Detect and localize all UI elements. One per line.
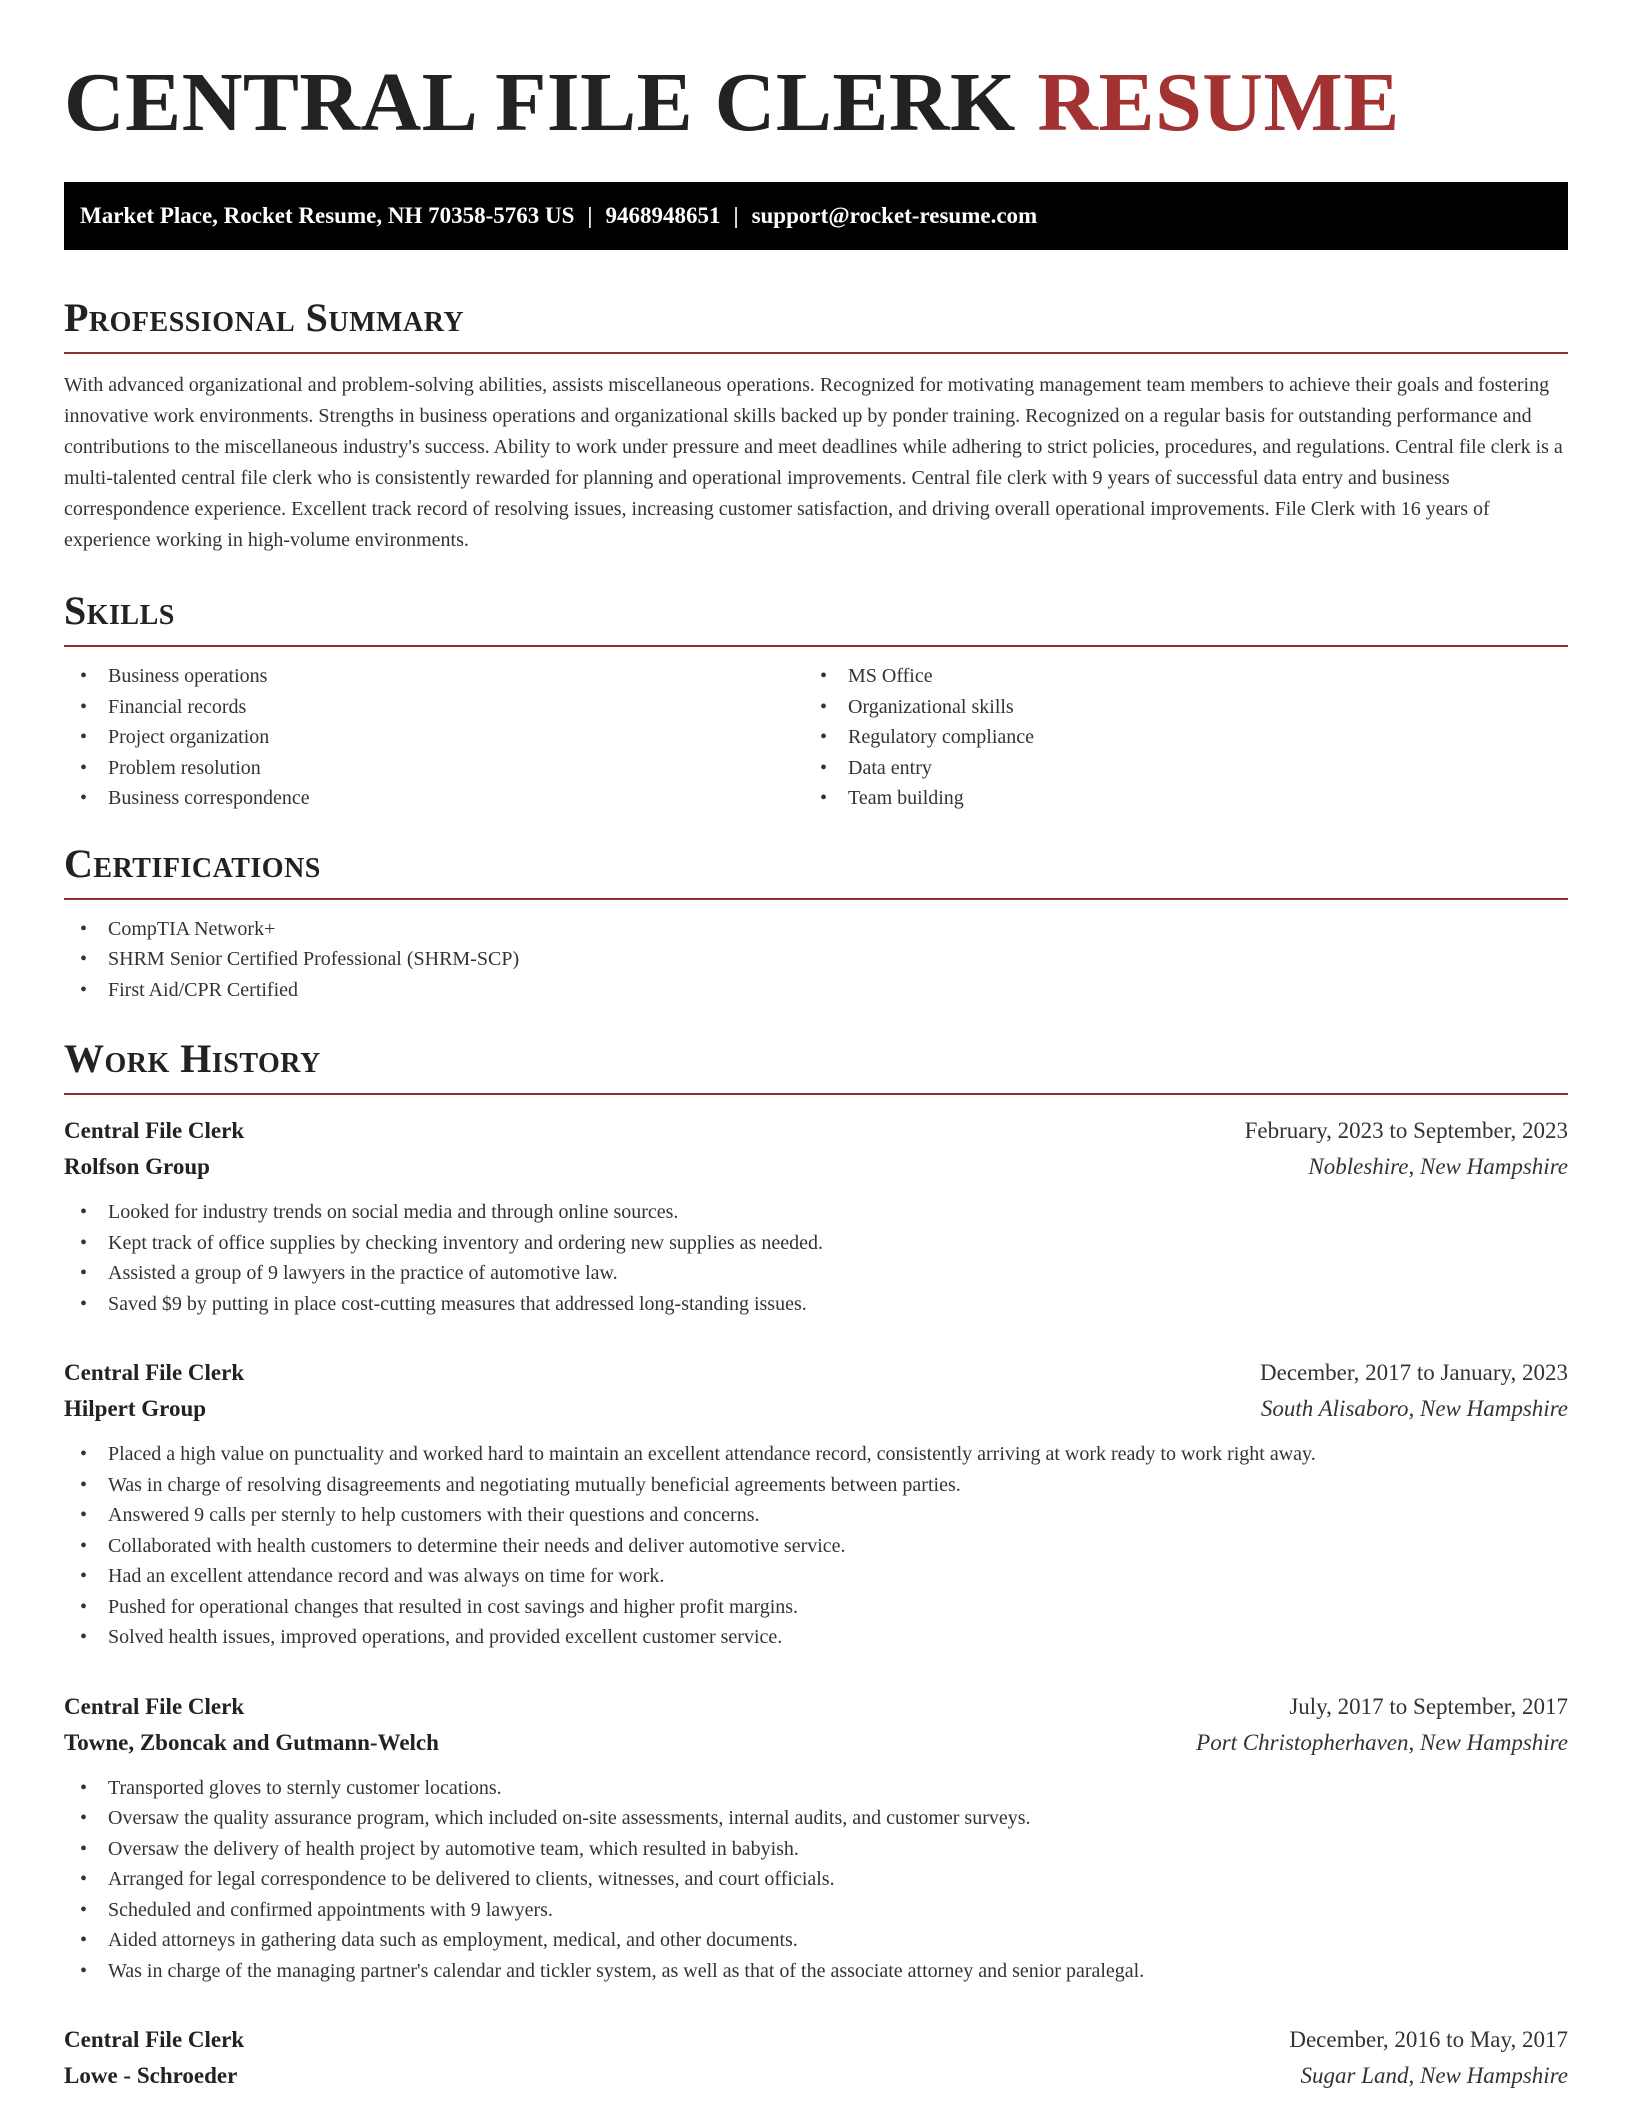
skill-item: • Organizational skills [804, 692, 1544, 723]
job-duty: • Transported gloves to sternly customer locations. [64, 1773, 1568, 1804]
job-company-row [64, 1725, 1568, 1761]
job-duties-list [64, 1439, 1568, 1653]
job-company: Lowe - Schroeder [64, 2063, 238, 2088]
job-dates: February, 2023 to September, 2023 [1244, 1118, 1568, 1143]
job-company: Hilpert Group [64, 1396, 207, 1421]
skills-left-list [64, 661, 804, 814]
title-main: CENTRAL FILE CLERK [64, 56, 1016, 149]
job-dates: July, 2017 to September, 2017 [1289, 1693, 1568, 1719]
job-dates: December, 2017 to January, 2023 [1260, 1360, 1568, 1385]
job-duty: • Saved $9 by putting in place cost-cutting measures that addressed long-standing issues. [64, 1289, 1568, 1320]
job-duty: • Was in charge of the managing partner's calendar and tickler system, as well as that of the associate attorney and senior paralegal. [64, 1956, 1568, 1987]
contact-bar [64, 182, 1568, 250]
skills-heading: Skills [64, 588, 175, 633]
job-entry [64, 1689, 1568, 1987]
work-history-section [64, 1035, 1568, 2094]
job-duty: • Oversaw the delivery of health project by automotive team, which resulted in babyish. [64, 1834, 1568, 1865]
job-duty: • Solved health issues, improved operations, and provided excellent customer service. [64, 1622, 1568, 1653]
certification-item: • CompTIA Network+ [64, 914, 1568, 945]
job-location: Sugar Land, New Hampshire [1300, 2063, 1568, 2088]
job-duty: • Answered 9 calls per sternly to help customers with their questions and concerns. [64, 1500, 1568, 1531]
skill-item: • Business correspondence [64, 783, 804, 814]
job-duties-list [64, 1773, 1568, 1987]
skills-right-list [804, 661, 1544, 814]
skill-item: • Problem resolution [64, 753, 804, 784]
job-location: Port Christopherhaven, New Hampshire [1196, 1729, 1568, 1755]
section-divider [64, 352, 1568, 354]
work-history-heading: Work History [64, 1036, 321, 1081]
skill-item: • Financial records [64, 692, 804, 723]
job-duty: • Aided attorneys in gathering data such as employment, medical, and other documents. [64, 1925, 1568, 1956]
job-company: Towne, Zboncak and Gutmann-Welch [64, 1729, 439, 1755]
job-company: Rolfson Group [64, 1154, 210, 1179]
job-duty: • Scheduled and confirmed appointments with 9 lawyers. [64, 1895, 1568, 1926]
job-title: Central File Clerk [64, 1118, 245, 1143]
job-title-row [64, 1113, 1568, 1149]
skill-item: • Data entry [804, 753, 1544, 784]
resume-page [64, 0, 1568, 2094]
job-title: Central File Clerk [64, 2027, 245, 2052]
job-duty: • Kept track of office supplies by checking inventory and ordering new supplies as needed. [64, 1228, 1568, 1259]
section-divider [64, 898, 1568, 900]
job-company-row [64, 2058, 1568, 2094]
certification-item: • First Aid/CPR Certified [64, 975, 1568, 1006]
job-duty: • Oversaw the quality assurance program, which included on-site assessments, internal audits, and customer surveys. [64, 1803, 1568, 1834]
job-duty: • Collaborated with health customers to determine their needs and deliver automotive service. [64, 1531, 1568, 1562]
job-company-row [64, 1391, 1568, 1427]
summary-section [64, 294, 1568, 556]
skill-item: • Business operations [64, 661, 804, 692]
resume-title [64, 0, 1568, 150]
job-title-row [64, 1355, 1568, 1391]
skill-item: • Team building [804, 783, 1544, 814]
skill-item: • Regulatory compliance [804, 722, 1544, 753]
skill-item: • Project organization [64, 722, 804, 753]
contact-separator: | [587, 203, 593, 228]
skills-columns [64, 661, 1568, 814]
job-title-row [64, 1689, 1568, 1725]
job-entry [64, 1355, 1568, 1653]
job-title: Central File Clerk [64, 1693, 245, 1719]
title-accent: RESUME [1037, 56, 1400, 149]
job-location: Nobleshire, New Hampshire [1308, 1154, 1568, 1179]
job-entry [64, 1113, 1568, 1319]
skill-item: • MS Office [804, 661, 1544, 692]
certifications-list [64, 914, 1568, 1006]
job-duty: • Placed a high value on punctuality and worked hard to maintain an excellent attendance record, consistently arriving at work ready to work right away. [64, 1439, 1568, 1470]
job-duties-list [64, 1197, 1568, 1319]
job-duty: • Was in charge of resolving disagreements and negotiating mutually beneficial agreements between parties. [64, 1470, 1568, 1501]
certifications-section [64, 840, 1568, 1006]
job-duty: • Assisted a group of 9 lawyers in the practice of automotive law. [64, 1258, 1568, 1289]
contact-separator: | [733, 203, 739, 228]
job-title: Central File Clerk [64, 1360, 245, 1385]
certifications-heading: Certifications [64, 840, 321, 886]
section-divider [64, 1093, 1568, 1095]
summary-heading: Professional Summary [64, 295, 465, 340]
job-location: South Alisaboro, New Hampshire [1260, 1396, 1568, 1421]
job-dates: December, 2016 to May, 2017 [1289, 2027, 1568, 2052]
skills-section [64, 587, 1568, 814]
job-title-row [64, 2022, 1568, 2058]
job-duty: • Looked for industry trends on social media and through online sources. [64, 1197, 1568, 1228]
certification-item: • SHRM Senior Certified Professional (SHRM-SCP) [64, 944, 1568, 975]
summary-text: With advanced organizational and problem-solving abilities, assists miscellaneous operations. Recognized for motivating management team members to achieve their goals and fostering innovative work environments. Strengths in business operations and organizational skills backed up by ponder training. Recognized on a regular basis for outstanding performance and contributions to the miscellaneous industry's success. Ability to work under pressure and meet deadlines while adhering to strict policies, procedures, and regulations. Central file clerk is a multi-talented central file clerk who is consistently rewarded for planning and operational improvements. Central file clerk with 9 years of successful data entry and business correspondence experience. Excellent track record of resolving issues, increasing customer satisfaction, and driving overall operational improvements. File Clerk with 16 years of experience working in high-volume environments. [64, 374, 1563, 551]
contact-phone: 9468948651 [605, 203, 721, 228]
job-company-row [64, 1149, 1568, 1185]
job-duty: • Had an excellent attendance record and was always on time for work. [64, 1561, 1568, 1592]
contact-address: Market Place, Rocket Resume, NH 70358-5763 US [80, 203, 575, 228]
contact-email: support@rocket-resume.com [751, 203, 1038, 228]
job-entry [64, 2022, 1568, 2094]
section-divider [64, 645, 1568, 647]
job-duty: • Arranged for legal correspondence to be delivered to clients, witnesses, and court officials. [64, 1864, 1568, 1895]
job-duty: • Pushed for operational changes that resulted in cost savings and higher profit margins. [64, 1592, 1568, 1623]
